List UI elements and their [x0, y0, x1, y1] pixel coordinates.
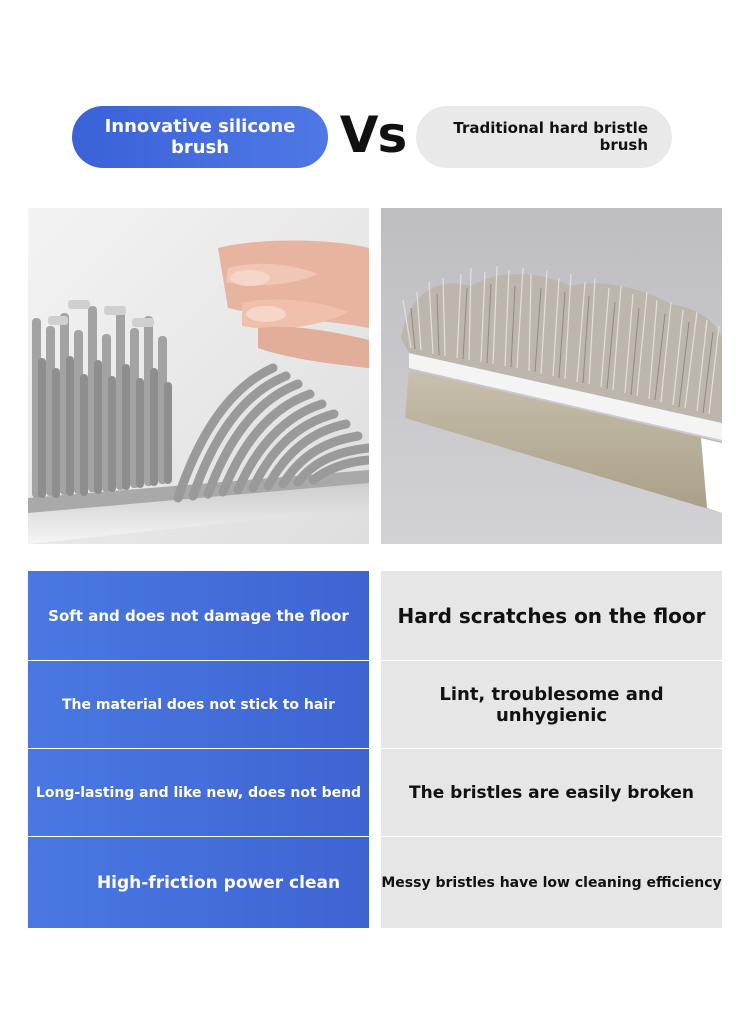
comparison-row	[28, 749, 722, 836]
silicone-benefit: High-friction power clean	[28, 837, 369, 928]
silicone-brush-label-text: Innovative silicone brush	[104, 116, 296, 158]
comparison-table	[28, 571, 722, 928]
bristle-drawback: Lint, troublesome and unhygienic	[381, 661, 722, 748]
silicone-benefit: Soft and does not damage the floor	[28, 571, 369, 660]
silicone-brush-photo	[28, 208, 369, 544]
silicone-brush-label	[72, 106, 328, 168]
bristle-brush-label-text: Traditional hard bristle brush	[453, 119, 648, 154]
versus-label: Vs	[339, 106, 407, 164]
bristle-drawback: The bristles are easily broken	[381, 749, 722, 836]
silicone-benefit: The material does not stick to hair	[28, 661, 369, 748]
bristle-drawback: Messy bristles have low cleaning efficiency	[381, 837, 722, 928]
comparison-row	[28, 661, 722, 748]
comparison-row	[28, 837, 722, 928]
silicone-benefit: Long-lasting and like new, does not bend	[28, 749, 369, 836]
bristle-drawback: Hard scratches on the floor	[381, 571, 722, 660]
hard-bristle-brush-photo	[381, 208, 722, 544]
bristle-brush-label	[416, 106, 672, 168]
comparison-row	[28, 571, 722, 660]
